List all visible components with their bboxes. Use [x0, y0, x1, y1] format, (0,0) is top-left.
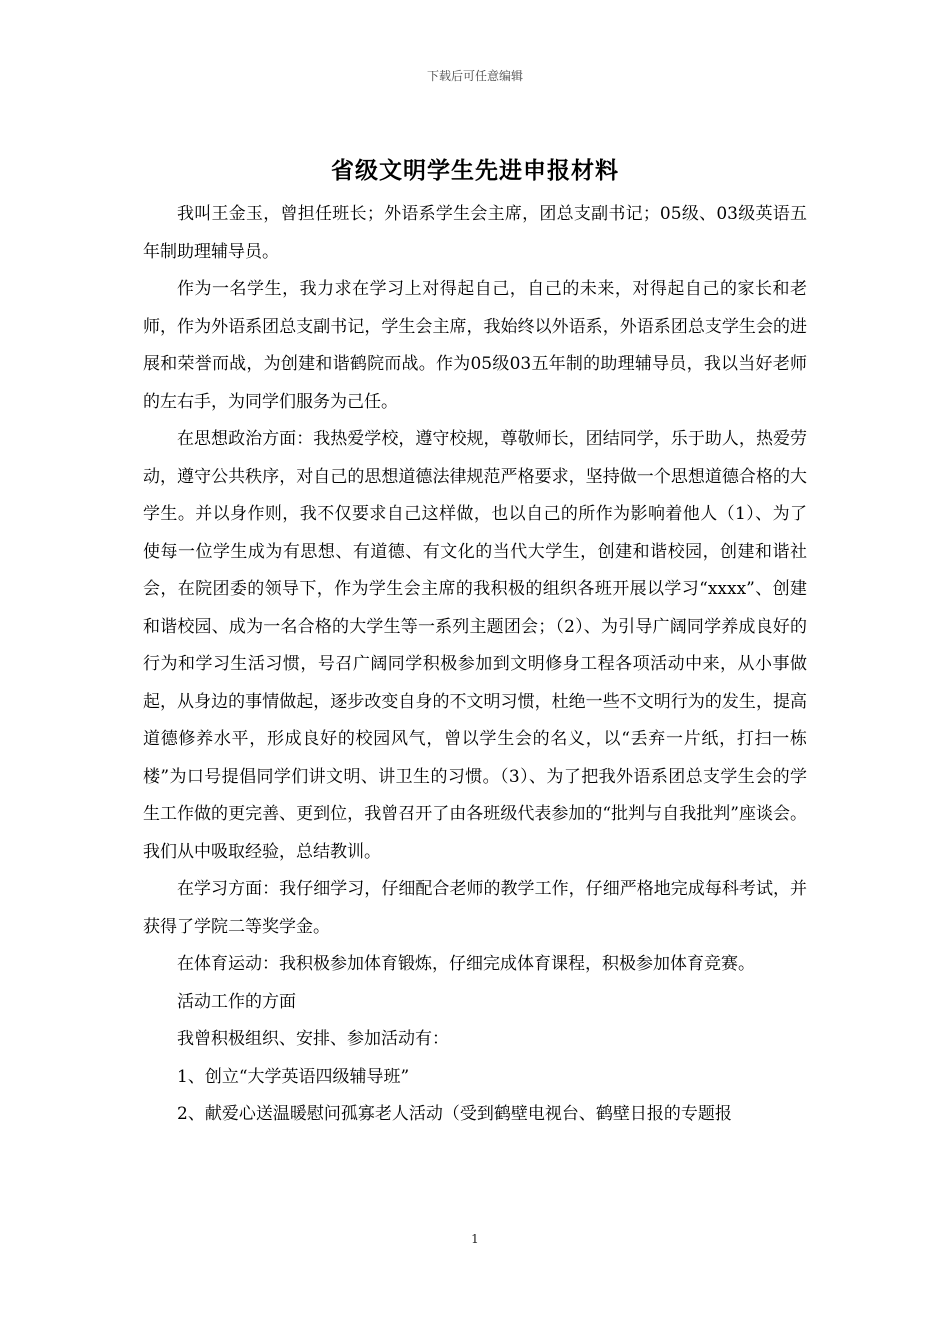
- paragraph-activity-heading: 活动工作的方面: [177, 991, 296, 1012]
- page-header: 下载后可任意编辑: [426, 69, 523, 83]
- list-item: 1、创立“大学英语四级辅导班”: [177, 1066, 410, 1087]
- paragraph-study: 在学习方面：我仔细学习，仔细配合老师的教学工作，仔细严格地完成每科考试，并获得了学院二等奖学金。: [143, 879, 807, 937]
- paragraph-sports: 在体育运动：我积极参加体育锻炼，仔细完成体育课程，积极参加体育竞赛。: [177, 954, 755, 974]
- paragraph-intro: 我叫王金玉，曾担任班长；外语系学生会主席，团总支副书记；05级、03级英语五年制助理辅导员。: [143, 204, 807, 262]
- document-body: [143, 196, 807, 1134]
- paragraph-role: 作为一名学生，我力求在学习上对得起自己，自己的未来，对得起自己的家长和老师，作为外语系团总支副书记，学生会主席，我始终以外语系，外语系团总支学生会的进展和荣誉而战，为创建和谐鹤院而战。作为05级03五年制的助理辅导员，我以当好老师的左右手，为同学们服务为己任。: [143, 279, 807, 412]
- paragraph-activity-intro: 我曾积极组织、安排、参加活动有：: [177, 1029, 449, 1049]
- list-item: 2、献爱心送温暖慰问孤寡老人活动（受到鹤壁电视台、鹤壁日报的专题报: [177, 1104, 732, 1124]
- document-title: 省级文明学生先进申报材料: [331, 157, 619, 184]
- page-number: 1: [471, 1232, 479, 1246]
- paragraph-political: 在思想政治方面：我热爱学校，遵守校规，尊敬师长，团结同学，乐于助人，热爱劳动，遵守公共秩序，对自己的思想道德法律规范严格要求，坚持做一个思想道德合格的大学生。并以身作则，我不仅要求自己这样做，也以自己的所作为影响着他人（1）、为了使每一位学生成为有思想、有道德、有文化的当代大学生，创建和谐校园，创建和谐社会，在院团委的领导下，作为学生会主席的我积极的组织各班开展以学习“xxxx”、创建和谐校园、成为一名合格的大学生等一系列主题团会；（2）、为引导广阔同学养成良好的行为和学习生活习惯，号召广阔同学积极参加到文明修身工程各项活动中来，从小事做起，从身边的事情做起，逐步改变自身的不文明习惯，杜绝一些不文明行为的发生，提高道德修养水平，形成良好的校园风气，曾以学生会的名义，以“丢弃一片纸，打扫一栋楼”为口号提倡同学们讲文明、讲卫生的习惯。（3）、为了把我外语系团总支学生会的学生工作做的更完善、更到位，我曾召开了由各班级代表参加的“批判与自我批判”座谈会。我们从中吸取经验，总结教训。: [143, 429, 807, 862]
